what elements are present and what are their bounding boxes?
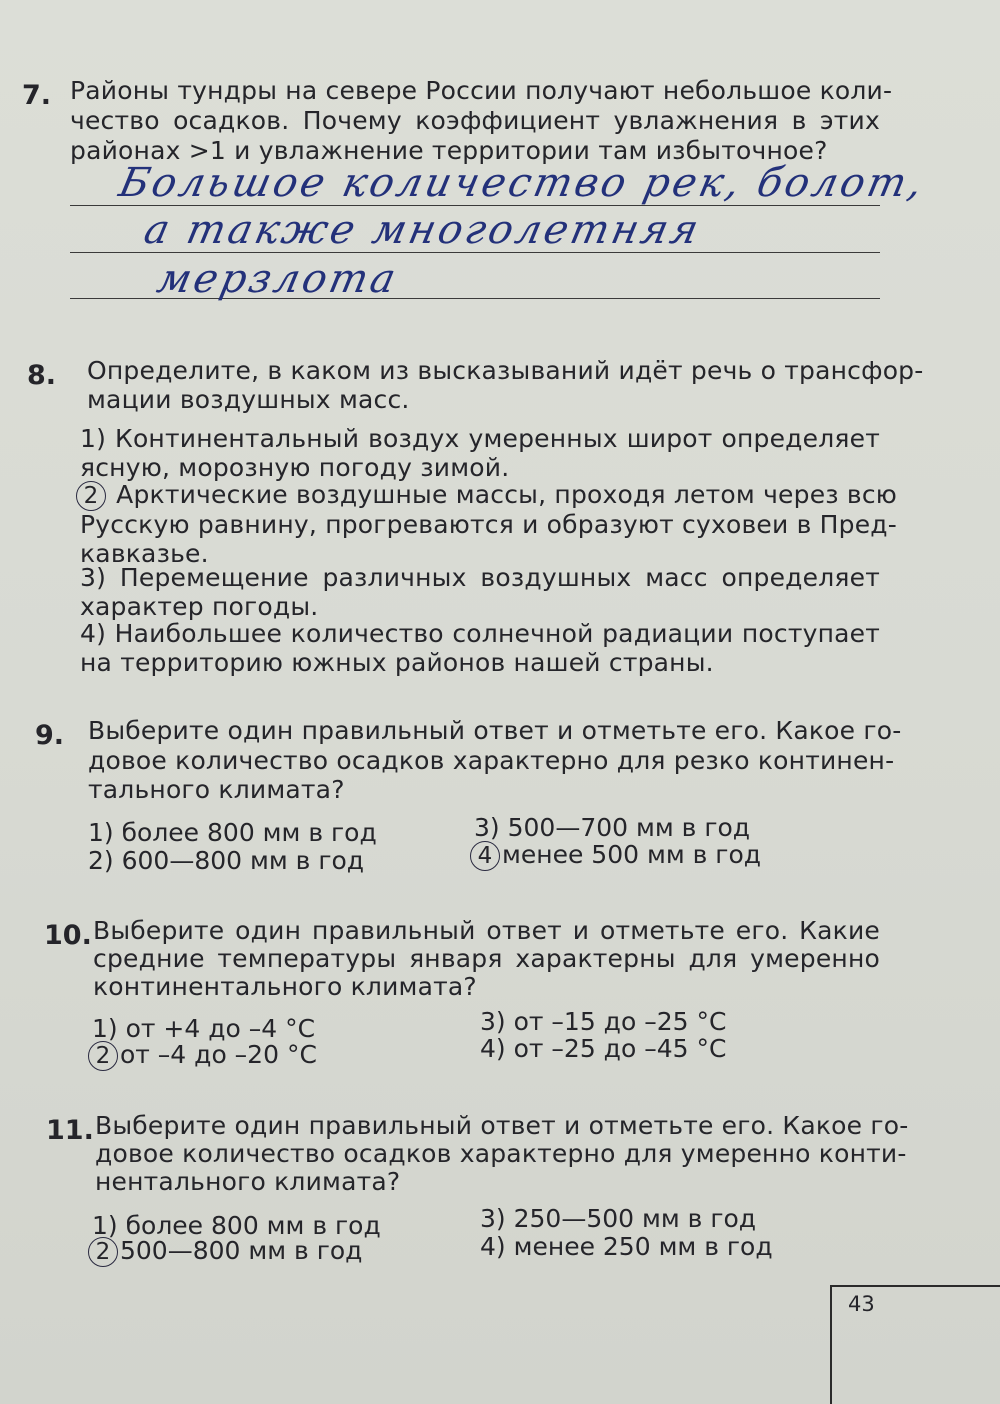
question-text-line: Районы тундры на севере России получают небольшое коли- — [70, 76, 893, 105]
question-number: 7. — [22, 80, 52, 111]
option-4-line: 4) Наибольшее количество солнечной радиации поступает — [80, 619, 880, 648]
question-text-line: довое количество осадков характерно для резко континен- — [88, 746, 895, 775]
question-text-line: тального климата? — [88, 775, 345, 804]
selected-option-circle: 2 — [76, 481, 106, 511]
question-text-line: Выберите один правильный ответ и отметьте его. Какое го- — [88, 716, 902, 745]
option-1-line: 1) Континентальный воздух умеренных широт определяет — [80, 424, 880, 453]
selected-option-circle: 2 — [88, 1041, 118, 1071]
option-3: 3) от –15 до –25 °С — [480, 1007, 727, 1036]
option-2: 2) 600—800 мм в год — [88, 846, 365, 875]
question-text-line: районах >1 и увлажнение территории там избыточное? — [70, 136, 828, 165]
option-2-text: от –4 до –20 °С — [120, 1040, 317, 1069]
option-3: 3) 250—500 мм в год — [480, 1204, 757, 1233]
option-2-line — [76, 480, 898, 511]
option-3-line: характер погоды. — [80, 592, 319, 621]
question-text-line: чество осадков. Почему коэффициент увлажнения в этих — [70, 106, 880, 135]
option-3: 3) 500—700 мм в год — [474, 813, 751, 842]
option-1: 1) более 800 мм в год — [88, 818, 377, 847]
handwritten-answer-line: а также многолетняя — [140, 207, 706, 253]
question-number: 9. — [35, 720, 65, 751]
selected-option-circle: 2 — [88, 1237, 118, 1267]
option-2 — [88, 1236, 362, 1267]
option-4-line: на территорию южных районов нашей страны. — [80, 648, 714, 677]
question-text-line: нентального климата? — [95, 1167, 401, 1196]
question-number: 8. — [27, 360, 57, 391]
question-text-line: Определите, в каком из высказываний идёт речь о трансфор- — [87, 356, 924, 385]
option-1-line: ясную, морозную погоду зимой. — [80, 453, 510, 482]
question-text-line: средние температуры января характерны для умеренно — [93, 944, 880, 973]
question-number: 10. — [44, 920, 92, 951]
question-text-line: Выберите один правильный ответ и отметьте его. Какие — [93, 916, 880, 945]
option-1: 1) от +4 до –4 °С — [92, 1014, 316, 1043]
question-text-line: мации воздушных масс. — [87, 385, 410, 414]
option-4-text: менее 500 мм в год — [502, 840, 762, 869]
page-number: 43 — [848, 1292, 875, 1316]
option-1: 1) более 800 мм в год — [92, 1211, 381, 1240]
option-4: 4) менее 250 мм в год — [480, 1232, 773, 1261]
handwritten-answer-line: мерзлота — [153, 256, 403, 302]
option-2-line: Русскую равнину, прогреваются и образуют суховеи в Пред- — [80, 510, 897, 539]
question-text-line: довое количество осадков характерно для умеренно конти- — [95, 1139, 907, 1168]
question-number: 11. — [46, 1115, 94, 1146]
option-2 — [88, 1040, 317, 1071]
handwritten-answer-line: Большое количество рек, болот, — [115, 160, 930, 206]
option-2-line: кавказье. — [80, 539, 209, 568]
option-2-text: Арктические воздушные массы, проходя летом через всю — [108, 480, 898, 509]
question-text-line: Выберите один правильный ответ и отметьте его. Какое го- — [95, 1111, 909, 1140]
selected-option-circle: 4 — [470, 841, 500, 871]
option-4: 4) от –25 до –45 °С — [480, 1034, 727, 1063]
question-text-line: континентального климата? — [93, 972, 477, 1001]
option-4 — [470, 840, 761, 871]
option-2-text: 500—800 мм в год — [120, 1236, 363, 1265]
option-3-line: 3) Перемещение различных воздушных масс определяет — [80, 563, 880, 592]
